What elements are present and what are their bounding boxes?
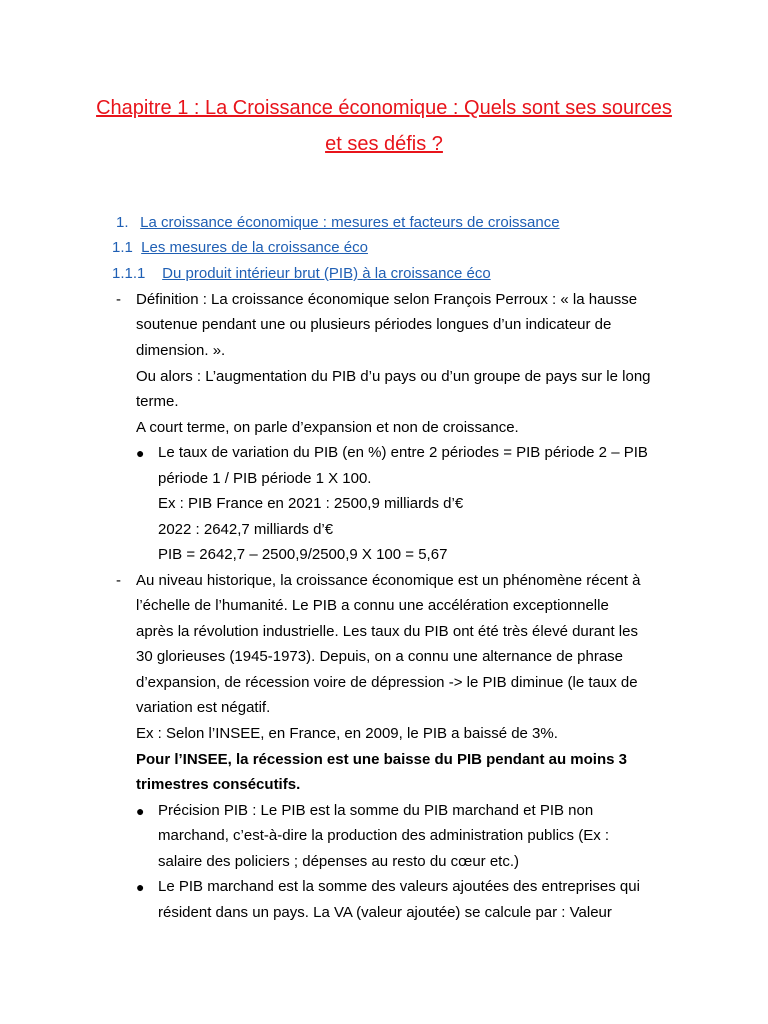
paragraph-line: A court terme, on parle d’expansion et non de croissance. <box>136 419 519 436</box>
toc-number: 1.1.1 <box>112 265 146 282</box>
toc-entry-1-1[interactable] <box>112 238 368 258</box>
list-bullet: ● <box>136 803 145 819</box>
paragraph-line: Le taux de variation du PIB (en %) entre 2 périodes = PIB période 2 – PIB <box>158 444 648 461</box>
paragraph-line: Ex : PIB France en 2021 : 2500,9 milliards d’€ <box>158 495 464 512</box>
paragraph-line: période 1 / PIB période 1 X 100. <box>158 470 372 487</box>
toc-number: 1.1 <box>112 239 133 256</box>
paragraph-line: Ex : Selon l’INSEE, en France, en 2009, le PIB a baissé de 3%. <box>136 725 558 742</box>
paragraph-line: variation est négatif. <box>136 699 271 716</box>
paragraph-line: salaire des policiers ; dépenses au resto du cœur etc.) <box>158 853 520 870</box>
paragraph-line: après la révolution industrielle. Les taux du PIB ont été très élevé durant les <box>136 623 638 640</box>
toc-number: 1. <box>116 214 129 231</box>
paragraph-line: soutenue pendant une ou plusieurs périodes longues d’un indicateur de <box>136 316 612 333</box>
paragraph-line: dimension. ». <box>136 342 226 359</box>
paragraph-line: terme. <box>136 393 179 410</box>
paragraph-line: Précision PIB : Le PIB est la somme du PIB marchand et PIB non <box>158 802 594 819</box>
list-dash: - <box>116 572 121 589</box>
bold-definition-line: trimestres consécutifs. <box>136 776 301 793</box>
chapter-title-line-1: Chapitre 1 : La Croissance économique : Quels sont ses sources <box>96 97 672 119</box>
paragraph-line: Le PIB marchand est la somme des valeurs ajoutées des entreprises qui <box>158 878 640 895</box>
paragraph-line: l’échelle de l’humanité. Le PIB a connu une accélération exceptionnelle <box>136 597 609 614</box>
paragraph-line: Ou alors : L’augmentation du PIB d’u pays ou d’un groupe de pays sur le long <box>136 368 651 385</box>
chapter-title-line-2: et ses défis ? <box>325 133 443 155</box>
toc-link[interactable]: Les mesures de la croissance éco <box>141 239 368 256</box>
paragraph-line: 2022 : 2642,7 milliards d’€ <box>158 521 334 538</box>
paragraph-line: Définition : La croissance économique selon François Perroux : « la hausse <box>136 291 638 308</box>
bold-definition-line: Pour l’INSEE, la récession est une baisse du PIB pendant au moins 3 <box>136 751 627 768</box>
paragraph-line: 30 glorieuses (1945-1973). Depuis, on a connu une alternance de phrase <box>136 648 624 665</box>
list-dash: - <box>116 291 121 308</box>
toc-link[interactable]: Du produit intérieur brut (PIB) à la croissance éco <box>162 265 491 282</box>
paragraph-line: d’expansion, de récession voire de dépression -> le PIB diminue (le taux de <box>136 674 638 691</box>
paragraph-line: PIB = 2642,7 – 2500,9/2500,9 X 100 = 5,67 <box>158 546 448 563</box>
paragraph-line: marchand, c’est-à-dire la production des administration publics (Ex : <box>158 827 610 844</box>
toc-entry-1-1-1[interactable] <box>112 264 491 284</box>
toc-entry-1[interactable] <box>116 213 560 233</box>
list-bullet: ● <box>136 445 145 461</box>
list-bullet: ● <box>136 879 145 895</box>
paragraph-line: résident dans un pays. La VA (valeur ajoutée) se calcule par : Valeur <box>158 904 612 921</box>
paragraph-line: Au niveau historique, la croissance économique est un phénomène récent à <box>136 572 641 589</box>
toc-link[interactable]: La croissance économique : mesures et facteurs de croissance <box>140 214 560 231</box>
